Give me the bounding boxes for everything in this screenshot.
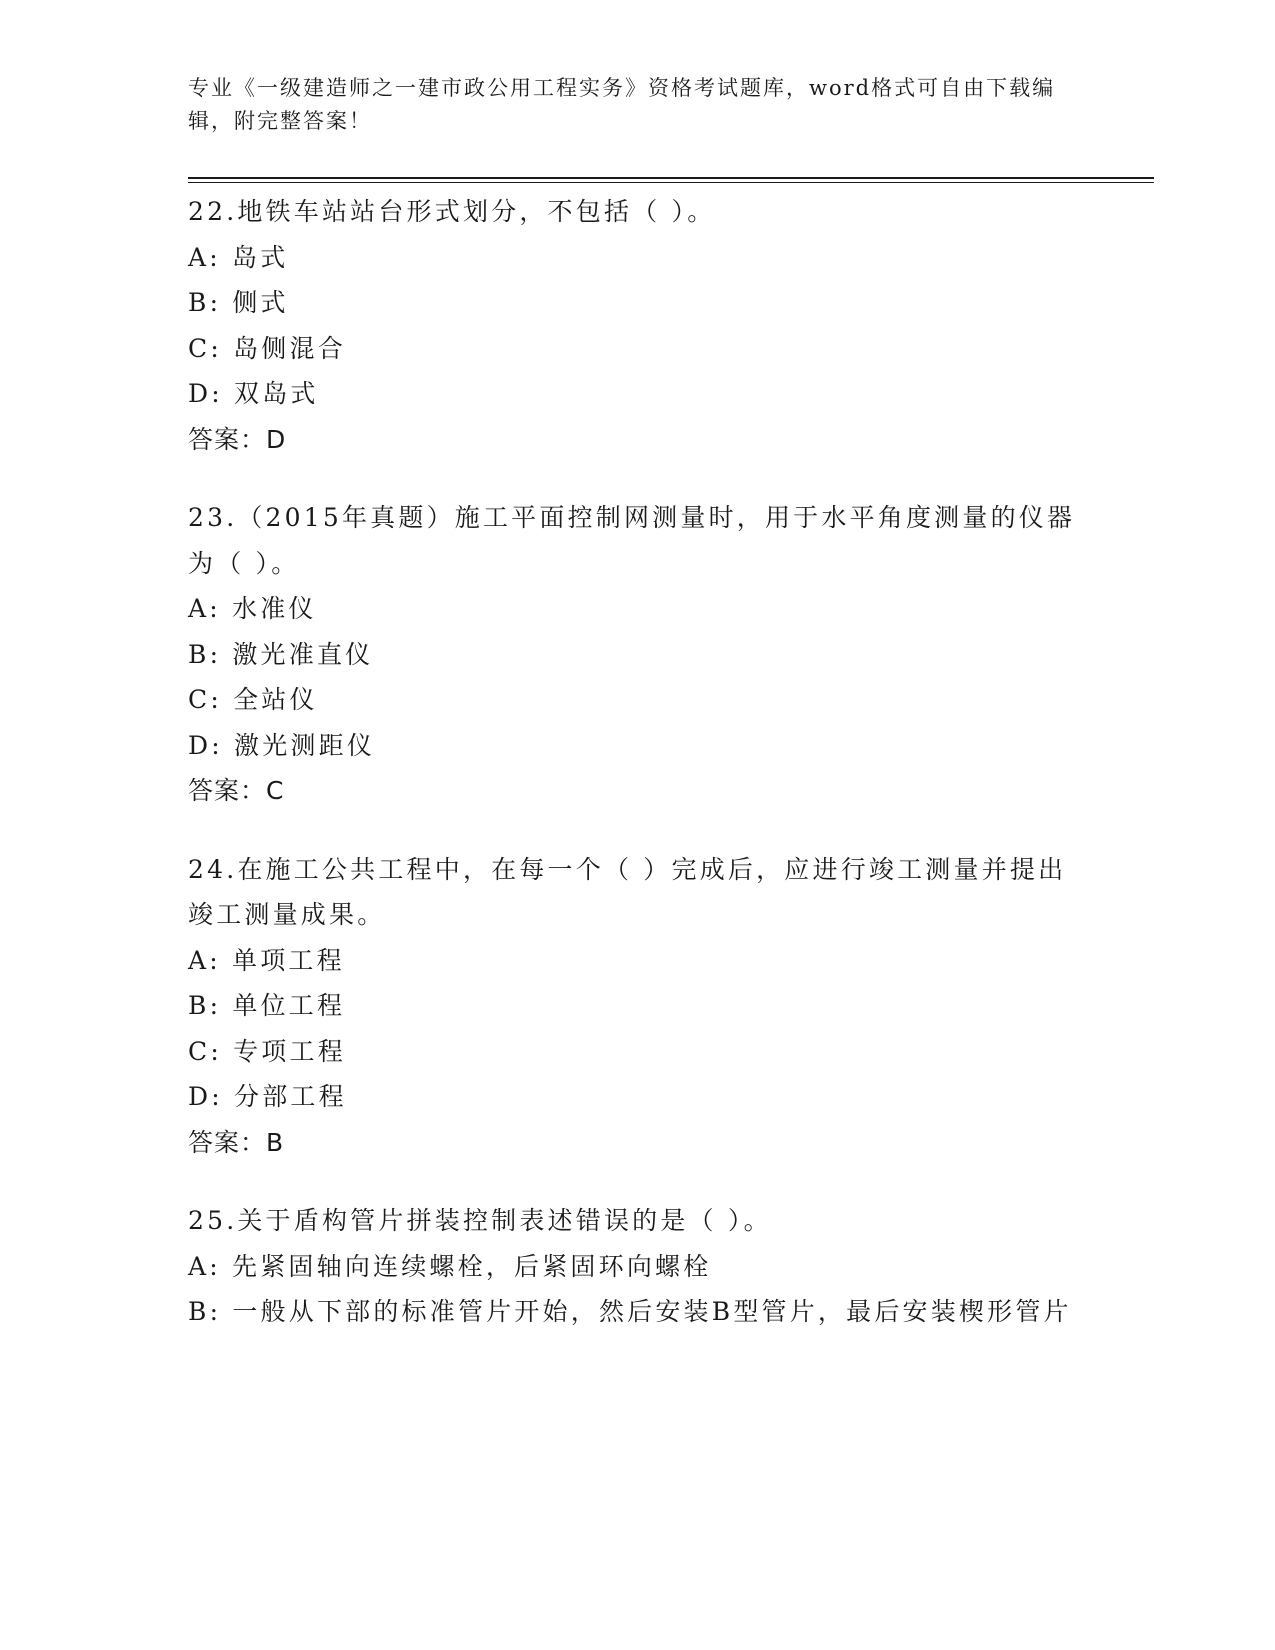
header-rule-thin [188,182,1154,183]
question-stem: 22.地铁车站站台形式划分，不包括（ ）。 [188,197,716,226]
answer: 答案：D [188,424,287,454]
option-a: A: 单项工程 [188,945,345,975]
option-d: D: 双岛式 [188,379,319,408]
header-rule-thick [188,177,1154,179]
option-c: C: 岛侧混合 [188,333,346,363]
option-d: D: 激光测距仪 [188,730,376,760]
answer: 答案：B [188,1127,285,1157]
option-d: D: 分部工程 [188,1082,347,1111]
question-25 [188,1198,1088,1335]
question-stem: 24.在施工公共工程中，在每一个（ ）完成后，应进行竣工测量并提出竣工测量成果。 [188,854,1067,929]
question-list [188,189,1088,1368]
answer: 答案：C [188,776,285,805]
option-c: C: 全站仪 [188,685,318,714]
question-24 [188,847,1088,1166]
option-a: A: 先紧固轴向连续螺栓，后紧固环向螺栓 [188,1251,712,1281]
option-b: B: 一般从下部的标准管片开始，然后安装B型管片，最后安装楔形管片 [188,1297,1072,1326]
question-stem: 23.（2015年真题）施工平面控制网测量时，用于水平角度测量的仪器为（ ）。 [188,503,1076,578]
document-header: 专业《一级建造师之一建市政公用工程实务》资格考试题库，word格式可自由下载编辑，附完整答案！ [188,76,1056,133]
option-c: C: 专项工程 [188,1036,346,1066]
option-a: A: 岛式 [188,242,289,272]
option-a: A: 水准仪 [188,594,317,623]
question-22 [188,189,1088,462]
question-stem: 25.关于盾构管片拼装控制表述错误的是（ ）。 [188,1206,772,1235]
option-b: B: 单位工程 [188,991,346,1020]
option-b: B: 激光准直仪 [188,639,374,669]
option-b: B: 侧式 [188,288,289,317]
question-23 [188,495,1088,814]
